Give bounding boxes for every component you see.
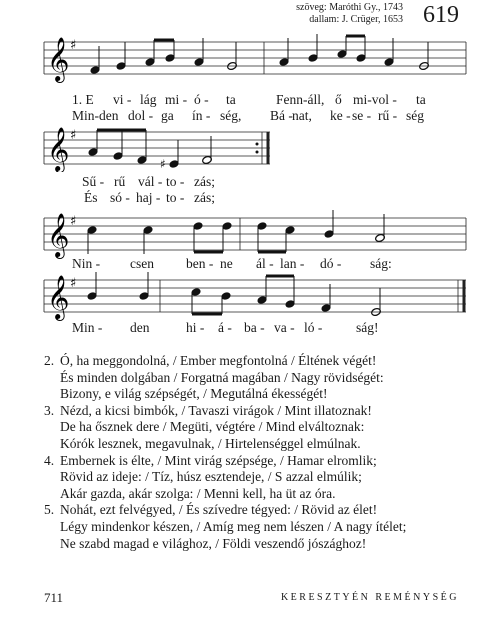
lyric-syllable: só - [110,190,130,205]
verse-number: 5. [44,502,55,518]
verse-number: 2. [44,353,55,368]
lyric-syllable: mi - [165,92,188,107]
lyric-syllable: ó - [194,92,209,107]
verse-3 [44,403,464,453]
treble-clef-icon: 𝄞 [47,37,70,81]
lyric-syllable: ín - [192,108,211,123]
verse-line: Kórók lesznek, megavulnak, / Hirtelenséggel elmúlnak. [60,435,361,451]
additional-verses [44,353,464,552]
lyric-syllable: ság! [356,320,379,335]
lyric-syllable: ló - [304,320,323,335]
lyric-syllable: ő [335,92,342,107]
lyric-syllable: Fenn-áll, [276,92,325,107]
notes-system-4 [87,272,381,317]
treble-clef-icon: 𝄞 [47,275,70,319]
staff-system-4 [0,270,481,322]
verse-text: Ó, ha meggondolná, / Ember megfontolná / Éltének végét! [60,353,377,368]
lyric-syllable: den [130,320,150,335]
verse-line [44,353,464,370]
lyric-syllable: rű - [378,108,398,123]
lyric-syllable: ga [161,108,174,123]
lyrics-system-2-verse-2 [0,190,481,206]
verse-4 [44,453,464,503]
verse-line: Rövid az ideje: / Tíz, húsz esztendeje, / S azzal elmúlik; [60,469,362,485]
verse-number: 3. [44,402,55,418]
lyric-syllable: ság: [370,256,392,271]
hymn-credits [296,2,403,26]
lyric-syllable: ál - [256,256,274,271]
lyric-syllable: ta [416,92,426,107]
notes-system-1 [90,34,429,74]
section-title: KERESZTYÉN REMÉNYSÉG [280,592,459,603]
lyric-syllable: lan - [280,256,305,271]
treble-clef-icon: 𝄞 [47,213,70,257]
sharp-icon: ♯ [70,276,77,291]
lyric-syllable: Min-den [72,108,119,123]
lyric-syllable: Bá - [270,108,293,123]
lyric-syllable: ke - [330,108,351,123]
lyric-syllable: mi-vol - [353,92,397,107]
lyric-syllable: vi - [113,92,132,107]
lyric-syllable: csen [130,256,154,271]
lyric-syllable: lág [140,92,157,107]
lyric-syllable: á - [218,320,232,335]
verse-text: Embernek is élte, / Mint virág szépsége, / Hamar elromlik; [60,452,377,468]
sharp-icon: ♯ [70,128,77,143]
lyric-syllable: ség [406,108,424,123]
verse-line [44,502,464,519]
lyric-syllable: dol - [128,108,154,123]
lyric-syllable: hi - [186,320,205,335]
text-author-credit: szöveg: Maróthi Gy., 1743 [296,2,403,13]
lyric-syllable: zás; [194,190,215,205]
lyric-syllable: ta [226,92,236,107]
lyric-syllable: ne [220,256,233,271]
lyric-syllable: Nin - [72,256,101,271]
verse-5 [44,502,464,552]
staff-system-2 [0,122,481,172]
page-number: 711 [44,590,64,605]
verse-line: Légy mindenkor készen, / Amíg meg nem lészen / A nagy ítélet; [60,518,407,534]
sharp-icon: ♯ [70,38,77,53]
lyric-syllable: ben - [186,256,214,271]
verse-number: 4. [44,452,55,468]
lyric-syllable: dó - [320,256,342,271]
lyric-syllable: va - [274,320,295,335]
sharp-icon: ♯ [70,214,77,229]
verse-text: Nézd, a kicsi bimbók, / Tavaszi virágok / Mint illatoznak! [60,402,372,418]
staff-system-3 [0,208,481,260]
lyric-syllable: nat, [292,108,312,123]
verse-line [44,453,464,470]
lyric-syllable: Min - [72,320,103,335]
notes-system-2 [88,130,212,171]
verse-line: És minden dolgában / Forgatná magában / Nagy rövidségét: [60,369,384,385]
lyric-syllable: to - [166,174,185,189]
lyric-syllable: haj - [136,190,161,205]
hymn-number: 619 [423,2,459,28]
verse-line: Ne szabd magad e világhoz, / Földi veszendő jószághoz! [60,535,367,551]
lyric-syllable: 1. E [72,92,94,107]
lyrics-system-2-verse-1 [0,174,481,190]
svg-text:♯: ♯ [160,157,166,171]
lyric-syllable: És [84,190,98,205]
lyrics-system-4 [0,320,481,336]
verse-line: De ha ősznek dere / Megüti, végtére / Mind elváltoznak: [60,419,365,435]
lyric-syllable: zás; [194,174,215,189]
lyric-syllable: to - [166,190,185,205]
verse-line: Bizony, e világ szépségét, / Megutálná ékességét! [60,386,328,402]
lyric-syllable: ba - [244,320,265,335]
music-composer-credit: dallam: J. Crüger, 1653 [309,14,403,25]
verse-line: Akár gazda, akár szolga: / Menni kell, ha üt az óra. [60,485,336,501]
treble-clef-icon: 𝄞 [47,127,70,171]
verse-text: Nohát, ezt felvégyed, / És szívedre tégyed: / Rövid az élet! [60,502,378,518]
lyric-syllable: ség, [220,108,242,123]
verse-2 [44,353,464,403]
lyric-syllable: rű [114,174,126,189]
lyric-syllable: se - [352,108,372,123]
lyrics-system-1-verse-1 [0,92,481,108]
staff-system-1 [0,28,481,88]
lyric-syllable: vál - [138,174,163,189]
notes-system-3 [87,210,385,254]
verse-line [44,403,464,420]
lyric-syllable: Sű - [82,174,105,189]
